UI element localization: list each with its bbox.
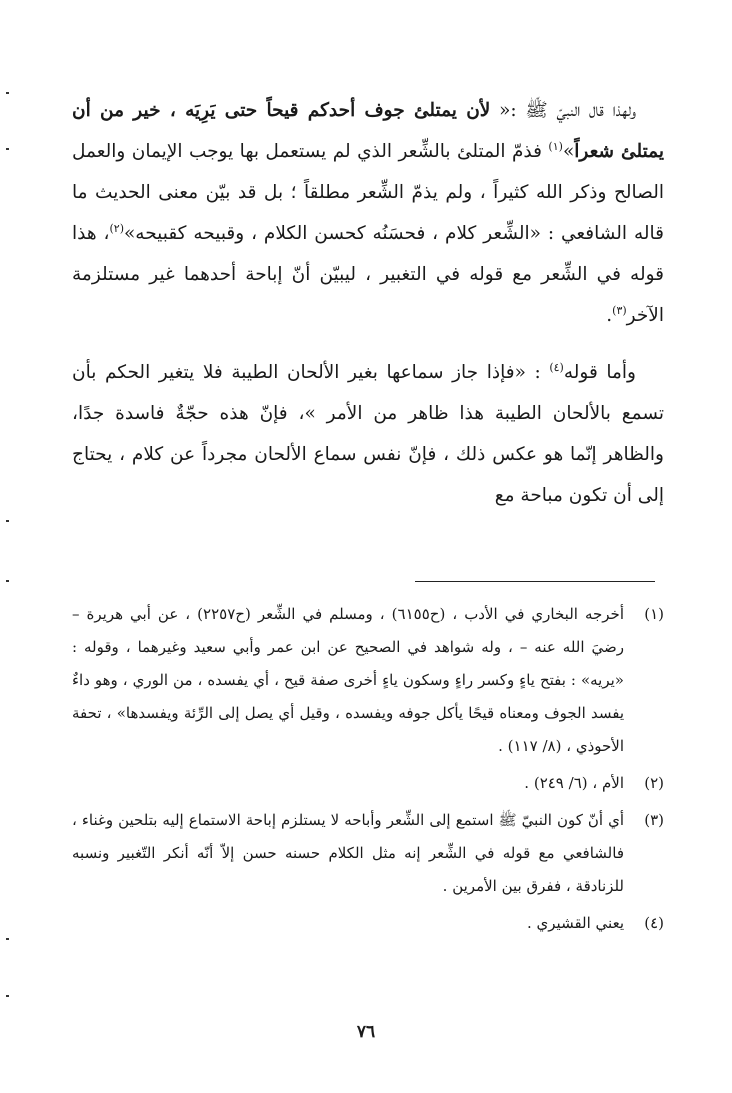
text-run: : «فإذا جاز سماعها بغير الألحان الطيبة فلا يتغير الحكم بأن تسمع بالألحان الطيبة هذا ظاهر من الأمر »، فإنّ هذه حجّةٌ فاسدة جدًا، والظاهر إنّما هو عكس ذلك ، فإنّ نفس سماع الألحان مجرداً عن كلام ، يحتاج إلى أن تكون مباحة مع bbox=[72, 362, 664, 506]
footnote bbox=[72, 598, 664, 763]
margin-mark bbox=[6, 580, 9, 582]
footnote-ref: (٢) bbox=[109, 221, 124, 235]
footnote-number: (٤) bbox=[644, 914, 664, 932]
footnote bbox=[72, 804, 664, 903]
paragraph-1 bbox=[72, 90, 664, 336]
footnote bbox=[72, 767, 664, 800]
footnote-separator bbox=[415, 581, 655, 582]
footnote bbox=[72, 907, 664, 940]
text-run: فذمّ المتلئ بالشِّعر الذي لم يستعمل بها يوجب الإيمان والعمل الصالح وذكر الله كثيراً ، ولم يذمّ الشِّعر مطلقاً ؛ بل قد بيّن معنى الحديث ما قاله الشافعي : «الشِّعر كلام ، فحسَنُه كحسن الكلام ، وقبيحه كقبيحه» bbox=[72, 141, 664, 244]
text-run: ولهذا قال النبيّ ﷺ :« bbox=[490, 100, 637, 121]
footnote-text: أي أنّ كون النبيّ ﷺ استمع إلى الشِّعر وأباحه لا يستلزم إباحة الاستماع إليه بتلحين وغناء ، فالشافعي مع قوله في الشِّعر إنه مثل الكلام حسنه حسن إلاّ أنّه أنكر التّغبير ونسبه للزنادقة ، ففرق بين الأمرين . bbox=[72, 811, 624, 895]
footnote-number: (٣) bbox=[644, 811, 664, 829]
margin-mark bbox=[6, 938, 9, 940]
margin-mark bbox=[6, 995, 9, 997]
text-run: » bbox=[562, 141, 575, 162]
footnote-text: الأم ، (٦/ ٢٤٩) . bbox=[524, 774, 624, 792]
margin-mark bbox=[6, 92, 9, 94]
footnote-ref: (١) bbox=[548, 139, 563, 153]
text-run: ، هذا قوله في الشِّعر مع قوله في التغبير ، ليبيّن أنّ إباحة أحدهما غير مستلزمة الآخر bbox=[72, 223, 664, 326]
paragraph-2 bbox=[72, 352, 664, 516]
footnote-ref: (٤) bbox=[549, 360, 564, 374]
hadith-quote: لأن يمتلئ جوف أحدكم قيحاً حتى يَرِيَه ، خير من أن يمتلئ شعراً bbox=[72, 100, 664, 162]
text-run: . bbox=[606, 305, 613, 326]
page-number: ٧٦ bbox=[356, 1022, 376, 1042]
footnote-text: يعني القشيري . bbox=[527, 914, 624, 932]
footnote-text: أخرجه البخاري في الأدب ، (ح٦١٥٥) ، ومسلم في الشِّعر (ح٢٢٥٧) ، عن أبي هريرة – رضيَ الله عنه – ، وله شواهد في الصحيح عن ابن عمر وأبي سعيد وغيرهما ، وقوله : «يريه» : بفتح ياءٍ وكسر راءٍ وسكون ياءٍ أخرى صفة قيح ، أي يفسده ، من الوري ، وهو داءٌ يفسد الجوف ومعناه قيحًا يأكل جوفه ويفسده ، وقيل أي يصل إلى الرِّئة ويفسدها» ، تحفة الأحوذي ، (٨/ ١١٧) . bbox=[72, 605, 624, 755]
footnote-number: (٢) bbox=[644, 774, 664, 792]
footnote-number: (١) bbox=[644, 605, 664, 623]
footnotes bbox=[72, 598, 664, 944]
margin-mark bbox=[6, 520, 9, 522]
margin-mark bbox=[6, 148, 9, 150]
main-text bbox=[72, 90, 664, 532]
text-run: وأما قوله bbox=[563, 362, 636, 383]
footnote-ref: (٣) bbox=[612, 303, 627, 317]
